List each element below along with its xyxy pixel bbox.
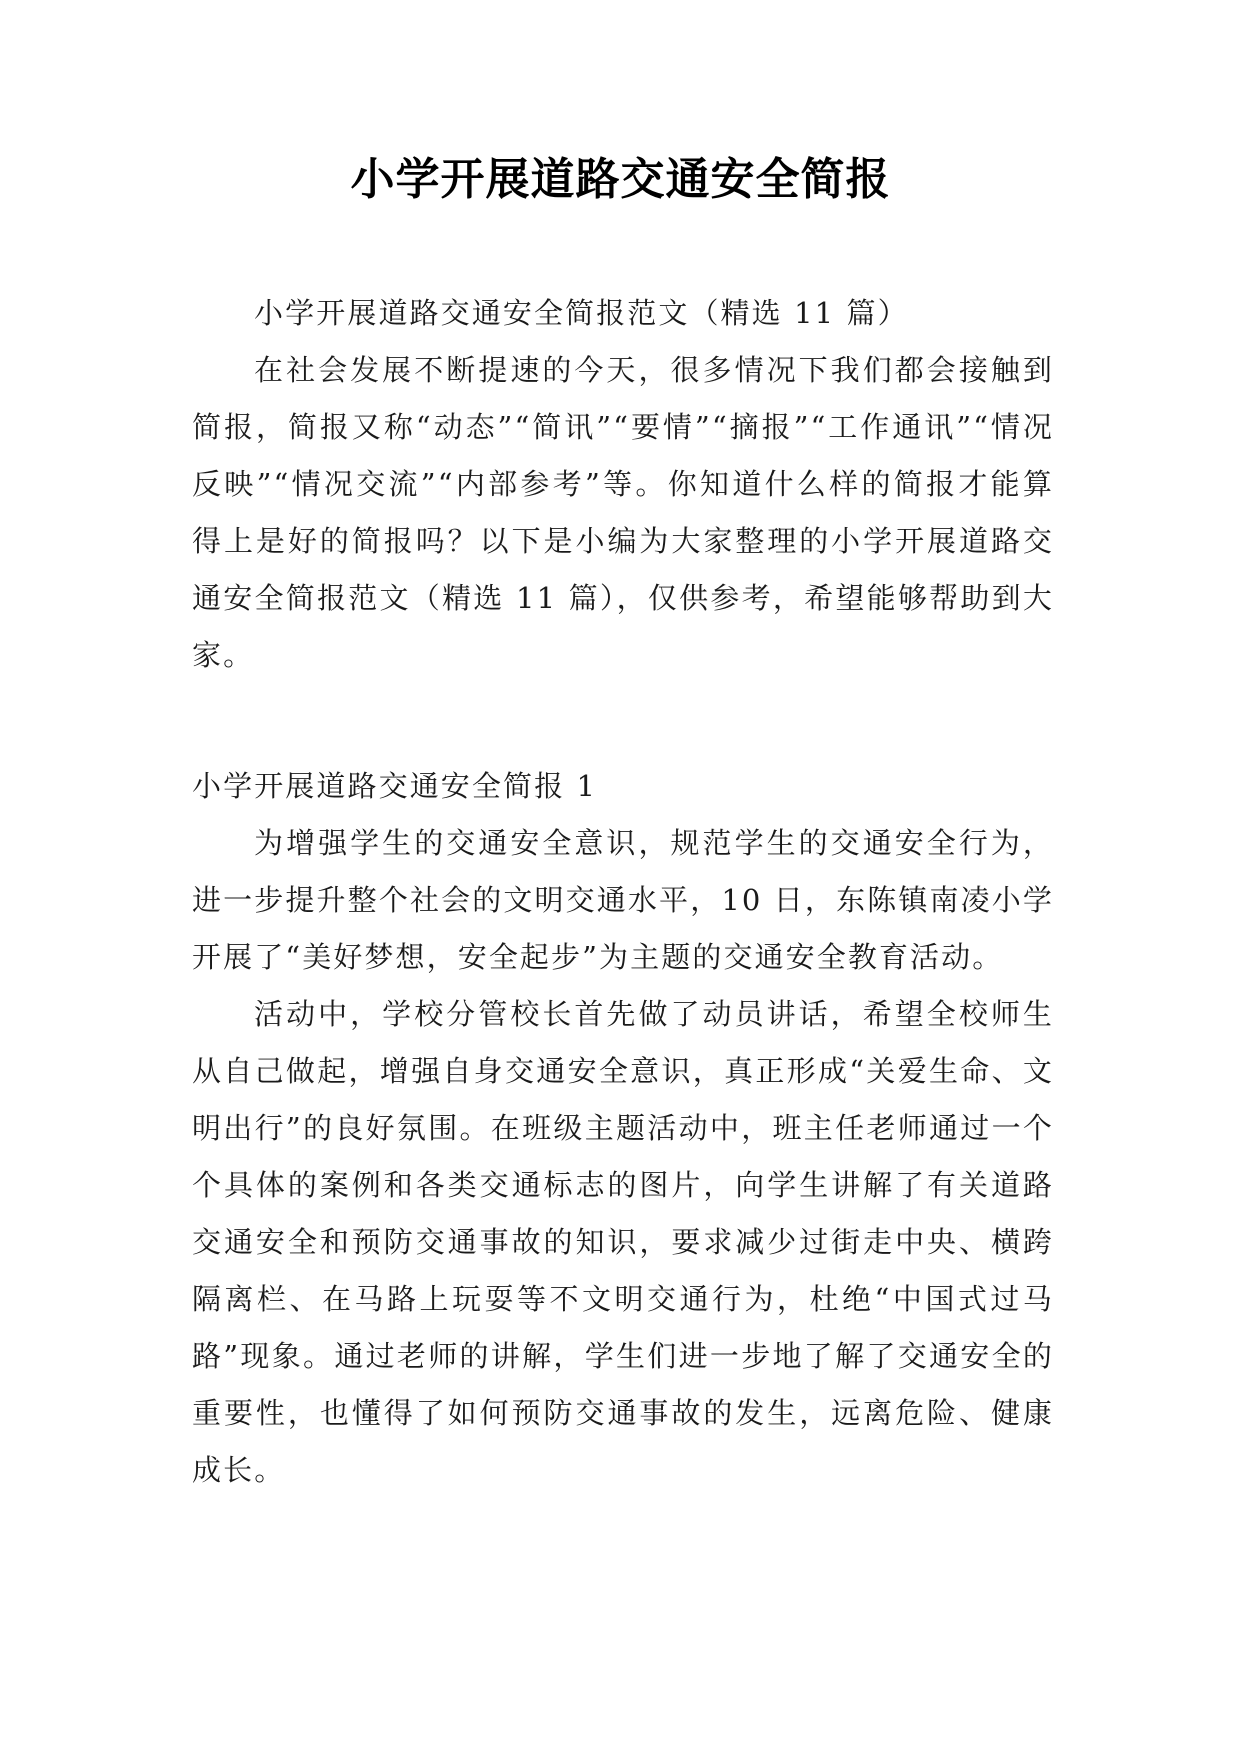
document-title: 小学开展道路交通安全简报 (350, 154, 891, 205)
section-heading: 小学开展道路交通安全简报 1 (192, 769, 598, 803)
document-subtitle: 小学开展道路交通安全简报范文（精选 11 篇） (254, 296, 909, 330)
section-paragraph-1: 为增强学生的交通安全意识，规范学生的交通安全行为，进一步提升整个社会的文明交通水平，10 日，东陈镇南凌小学开展了“美好梦想，安全起步”为主题的交通安全教育活动。 (192, 826, 1054, 974)
intro-block (192, 285, 1054, 684)
section-1 (192, 758, 1054, 1499)
section-paragraph-2: 活动中，学校分管校长首先做了动员讲话，希望全校师生从自己做起，增强自身交通安全意识，真正形成“关爱生命、文明出行”的良好氛围。在班级主题活动中，班主任老师通过一个个具体的案例和各类交通标志的图片，向学生讲解了有关道路交通安全和预防交通事故的知识，要求减少过街走中央、横跨隔离栏、在马路上玩耍等不文明交通行为，杜绝“中国式过马路”现象。通过老师的讲解，学生们进一步地了解了交通安全的重要性，也懂得了如何预防交通事故的发生，远离危险、健康成长。 (192, 997, 1054, 1487)
intro-paragraph: 在社会发展不断提速的今天，很多情况下我们都会接触到简报，简报又称“动态”“简讯”“要情”“摘报”“工作通讯”“情况反映”“情况交流”“内部参考”等。你知道什么样的简报才能算得上是好的简报吗？以下是小编为大家整理的小学开展道路交通安全简报范文（精选 11 篇），仅供参考，希望能够帮助到大家。 (192, 353, 1054, 672)
